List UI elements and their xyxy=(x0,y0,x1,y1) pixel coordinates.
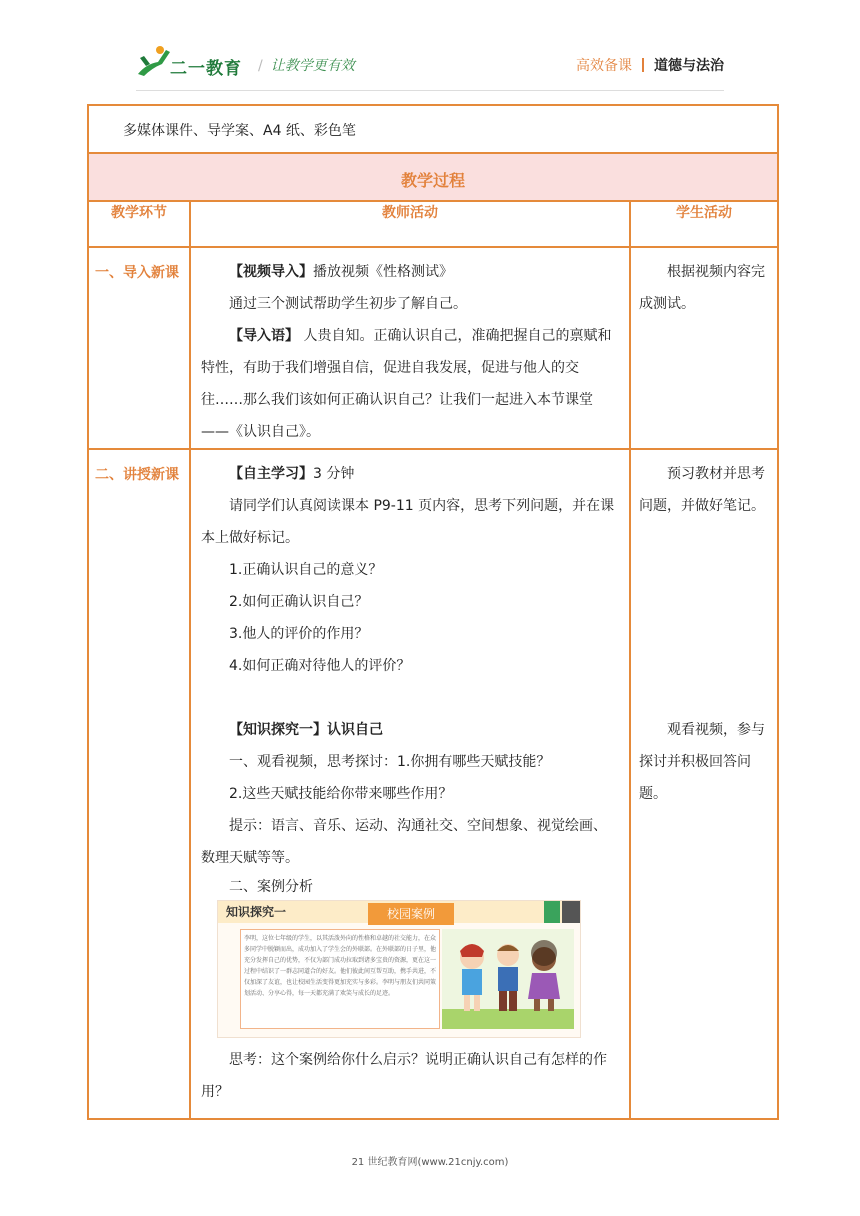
runner-logo-icon xyxy=(136,44,172,80)
slogan: / 让教学更有效 xyxy=(258,58,355,74)
teacher-activity: 【自主学习】3 分钟 请同学们认真阅读课本 P9-11 页内容，思考下列问题，并在课本上做好标记。 1.正确认识自己的意义？ 2.如何正确认识自己？ 3.他人的评价的作用？ 4.如何正确对待他人的评价？ 【知识探究一】认识自己 一、观看视频，思考探讨：1.你拥有哪些天赋技能？ 2.这些天赋技能给你带来哪些作用？ 提示：语言、音乐、运动、沟通社交、空间想象、视觉绘画、数理天赋等等。 二、案例分析 知识探究一 校园案例 李明，这位七年级的学生，以其活泼外向的性格和卓越的社交能力，在众多同学中脱颖而出，成功加入了学生会的外联部。在外联部的日子里，他充分发挥自己的优势，不仅为部门成功拉取到诸多宝贵的资源，更在这一过程中结识了一群志同道合的好友。他们彼此间互帮互助，携手共进，不仅加深了友谊，也让校园生活变得更加充实与多彩。李明与朋友们共同策划活动、分享心得，每一天都充满了欢笑与成长的足迹。 思考：这个案例给你什么启示？说明正确认识自己有怎样的作用？ xyxy=(190,449,630,1119)
brand-logo xyxy=(136,44,246,80)
case-image xyxy=(217,900,581,1038)
student-activity: 预习教材并思考问题，并做好笔记。 观看视频，参与探讨并积极回答问题。 xyxy=(630,449,778,1119)
brand-name: 二一教育 xyxy=(170,59,242,79)
student-activity: 根据视频内容完成测试。 xyxy=(630,247,778,449)
header-rule xyxy=(136,90,724,91)
materials-row: 多媒体课件、导学案、A4 纸、彩色笔 xyxy=(88,105,778,153)
header-tags xyxy=(576,55,724,75)
case-text: 李明，这位七年级的学生，以其活泼外向的性格和卓越的社交能力，在众多同学中脱颖而出，成功加入了学生会的外联部。在外联部的日子里，他充分发挥自己的优势，不仅为部门成功拉取到诸多宝贵的资源，更在这一过程中结识了一群志同道合的好友。他们彼此间互帮互助，携手共进，不仅加深了友谊，也让校园生活变得更加充实与多彩。李明与朋友们共同策划活动、分享心得，每一天都充满了欢笑与成长的足迹。 xyxy=(240,929,440,1029)
children-illustration-icon xyxy=(442,929,574,1029)
page-footer: 21 世纪教育网(www.21cnjy.com) xyxy=(351,1157,509,1168)
section-label: 二、讲授新课 xyxy=(88,449,190,1119)
case-heading: 知识探究一 xyxy=(226,905,287,919)
header-tag-prep: 高效备课 xyxy=(576,58,632,74)
case-tag: 校园案例 xyxy=(368,903,454,925)
teacher-activity: 【视频导入】播放视频《性格测试》 通过三个测试帮助学生初步了解自己。 【导入语】 人贵自知。正确认识自己，准确把握自己的禀赋和特性，有助于我们增强自信，促进自我发展，促进与他人的交往……那么我们该如何正确认识自己？让我们一起进入本节课堂——《认识自己》。 xyxy=(190,247,630,449)
header-tag-subject: 道德与法治 xyxy=(654,58,724,74)
table-row xyxy=(88,449,778,1119)
section-label: 一、导入新课 xyxy=(88,247,190,449)
col-header-stage: 教学环节 xyxy=(88,201,190,247)
col-header-student: 学生活动 xyxy=(630,201,778,247)
process-title-row: 教学过程 xyxy=(88,153,778,201)
col-header-teacher: 教师活动 xyxy=(190,201,630,247)
column-header-row xyxy=(88,201,778,247)
lesson-table xyxy=(87,104,779,1120)
page-header xyxy=(0,0,860,100)
table-row xyxy=(88,247,778,449)
header-divider xyxy=(642,58,644,72)
